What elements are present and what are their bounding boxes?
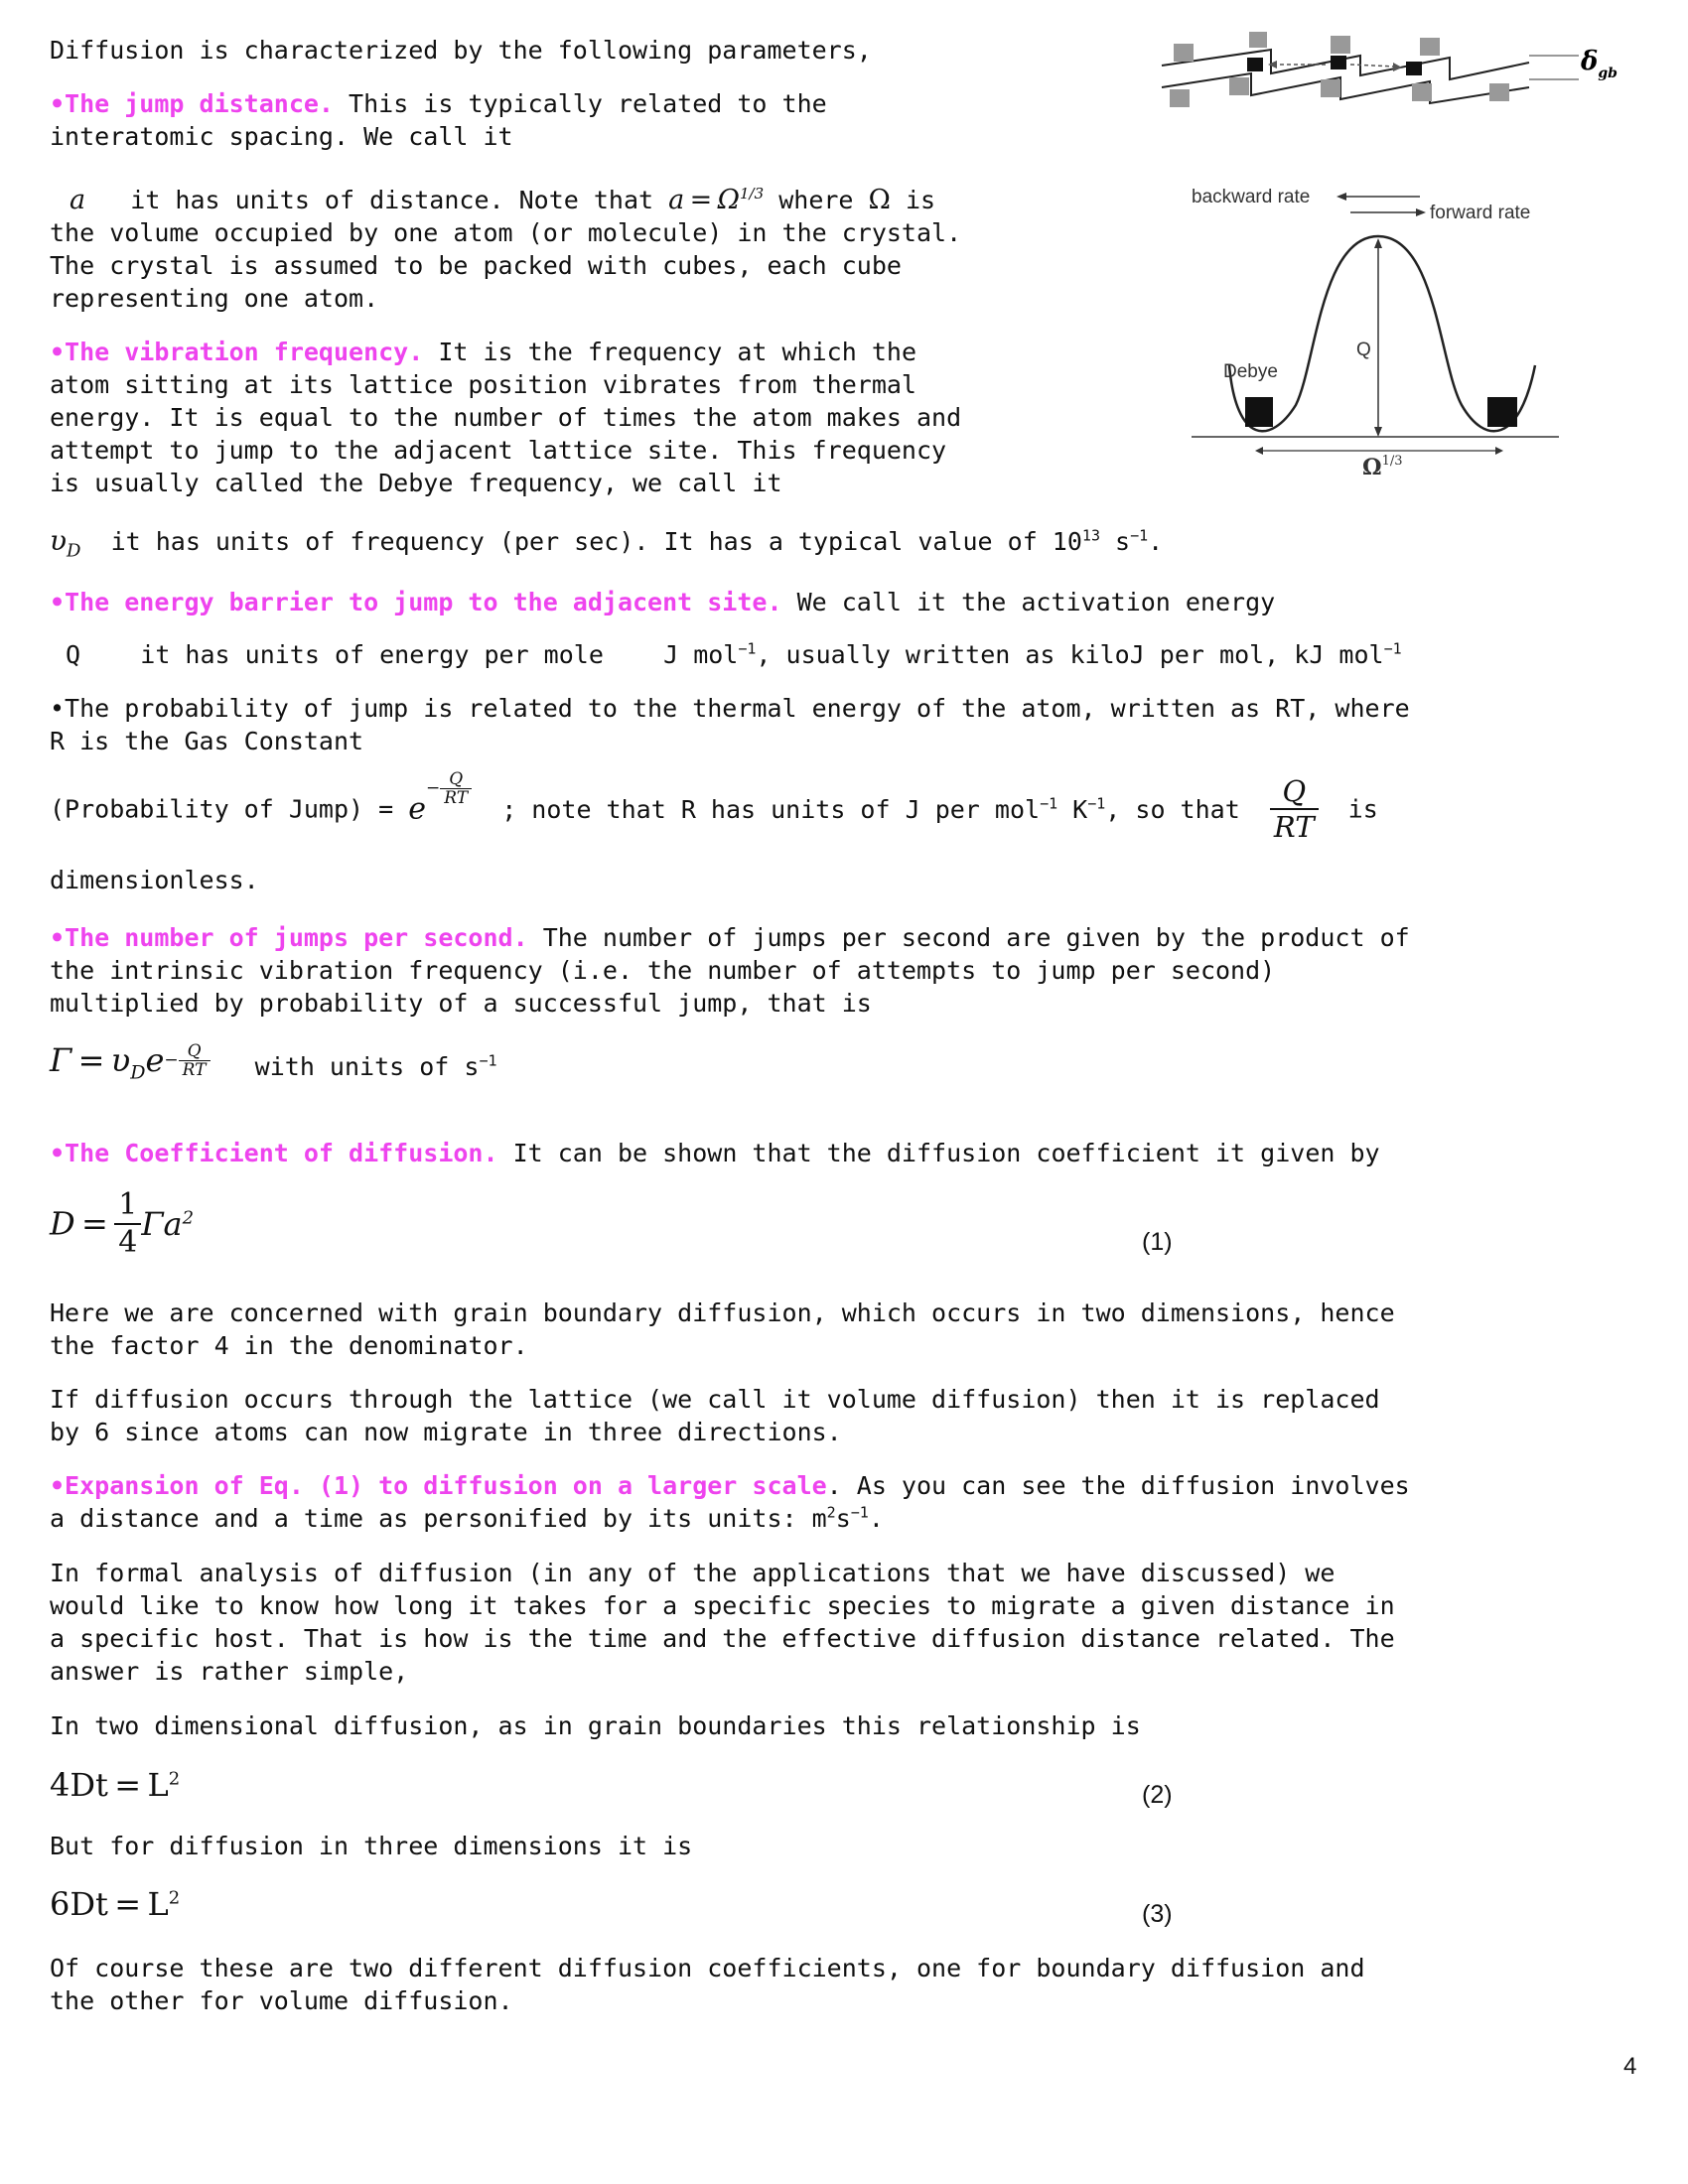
j-mol-exp: −1: [738, 639, 757, 658]
jump-distance-line2: interatomic spacing. We call it: [50, 122, 513, 151]
jump-line3: The crystal is assumed to be packed with cubes, each cube: [50, 251, 902, 280]
two-dim-line: In two dimensional diffusion, as in grain boundaries this relationship is: [50, 1711, 1141, 1740]
gamma-exp-fraction: − $\frac{Q}{RT}$: [164, 1042, 210, 1079]
exp-fraction: − $\frac{Q}{RT}$: [426, 770, 472, 807]
vibration-section: [50, 336, 916, 368]
barrier-usually-text: , usually written as kiloJ per mol, kJ mol: [756, 640, 1384, 669]
grey-atom: [1321, 79, 1340, 97]
forward-rate-label: forward rate: [1430, 203, 1531, 223]
equation-1: [50, 1187, 194, 1261]
q-over-rt-fraction: $\frac{Q}{RT}$: [1270, 774, 1319, 844]
probability-line3: dimensionless.: [50, 866, 259, 894]
dashed-arrow-right: [1350, 65, 1396, 67]
vibration-line3: energy. It is equal to the number of times the atom makes and: [50, 403, 962, 432]
closing-line1: Of course these are two different diffusion coefficients, one for boundary diffusion and: [50, 1954, 1365, 1982]
gamma-eq: $\Gamma = \upsilon_De$: [50, 1041, 165, 1084]
jumps-line3: multiplied by probability of a successful jump, that is: [50, 989, 872, 1018]
probability-equation: [50, 769, 1378, 844]
coefficient-p2-l1: If diffusion occurs through the lattice (we call it volume diffusion) then it is replaced: [50, 1385, 1380, 1414]
barrier-units-text: it has units of energy per mole: [140, 640, 604, 669]
eq3-label: (3): [1142, 1900, 1173, 1928]
vibration-text: It is the frequency at which the: [423, 338, 916, 366]
expansion-p1-l4: answer is rather simple,: [50, 1657, 409, 1686]
coefficient-heading: •The Coefficient of diffusion.: [50, 1139, 498, 1167]
eq1-rhs: $\Gamma a^2$: [141, 1204, 195, 1243]
jump-distance-section: [50, 87, 827, 120]
grey-atom: [1412, 83, 1432, 101]
units-s-exp: −1: [1130, 526, 1149, 545]
three-dim-line: But for diffusion in three dimensions it is: [50, 1832, 693, 1860]
arrowhead: [1374, 427, 1382, 437]
delta-gb-label: $\delta_{gb}$: [1581, 47, 1618, 81]
equation-3: $6Dt = L^2$: [50, 1885, 181, 1923]
coefficient-p1-l2: the factor 4 in the denominator.: [50, 1331, 528, 1360]
coefficient-p1-l1: Here we are concerned with grain boundary diffusion, which occurs in two dimensions, hence: [50, 1298, 1395, 1327]
eq1-label: (1): [1142, 1228, 1173, 1256]
exp-e: e: [408, 791, 426, 827]
symbol-a: a: [70, 185, 86, 215]
expansion-p1-l1: In formal analysis of diffusion (in any of the applications that we have discussed) we: [50, 1559, 1336, 1587]
expansion-text: . As you can see the diffusion involves: [826, 1471, 1410, 1500]
omega-label: $\Omega^{1/3}$: [1362, 454, 1403, 475]
grey-atom: [1249, 32, 1267, 48]
eq2-label: (2): [1142, 1781, 1173, 1809]
arrowhead: [1393, 63, 1402, 71]
jumps-line2: the intrinsic vibration frequency (i.e. the number of attempts to jump per second): [50, 956, 1276, 985]
is-text: is: [906, 186, 936, 214]
jump-line4: representing one atom.: [50, 284, 379, 313]
barrier-text: We call it the activation energy: [781, 588, 1276, 616]
probability-lhs: (Probability of Jump) =: [50, 794, 409, 824]
upsilon-d-symbol: $\upsilon_D$: [50, 524, 81, 562]
expansion-p1-l3: a specific host. That is how is the time and the effective diffusion distance related. The: [50, 1624, 1395, 1653]
symbol-q: Q: [66, 640, 81, 669]
intro-line: Diffusion is characterized by the following parameters,: [50, 36, 872, 65]
vibration-line2: atom sitting at its lattice position vibrates from thermal: [50, 370, 916, 399]
black-atom: [1406, 62, 1422, 75]
vibration-line5: is usually called the Debye frequency, we call it: [50, 469, 782, 497]
black-atom: [1247, 58, 1263, 71]
grey-atom: [1420, 38, 1440, 56]
closing-line2: the other for volume diffusion.: [50, 1986, 513, 2015]
black-atom: [1331, 56, 1346, 69]
barrier-section: [50, 586, 1275, 618]
atom-right-well: [1487, 397, 1517, 427]
expansion-line2: a distance and a time as personified by its units: $m^2s^{-1}$.: [50, 1503, 884, 1533]
units-exp: 13: [1081, 526, 1100, 545]
vibration-heading: •The vibration frequency.: [50, 338, 424, 366]
arrowhead: [1255, 447, 1263, 455]
page-number: 4: [1623, 2053, 1637, 2080]
vibration-units-line: [50, 524, 1163, 568]
backward-rate-label: backward rate: [1192, 187, 1311, 207]
arrowhead: [1495, 447, 1503, 455]
boundary-lower-line: [1162, 73, 1529, 103]
gamma-equation: [50, 1041, 497, 1089]
barrier-heading: •The energy barrier to jump to the adjacent site.: [50, 588, 782, 616]
arrowhead: [1268, 61, 1277, 68]
expansion-section: [50, 1469, 1410, 1502]
vibration-units-text: it has units of frequency (per sec). It has a typical value of 10: [110, 527, 1082, 556]
gamma-units: with units of $s^{-1}$: [254, 1051, 497, 1082]
probability-note: ; note that R has units of J per mol$^{-1}$ $K^{-1}$, so that: [501, 794, 1240, 824]
atom-left-well: [1245, 397, 1273, 427]
grey-atom: [1174, 44, 1194, 62]
grain-boundary-figure: [1152, 28, 1628, 475]
arrowhead: [1374, 238, 1382, 248]
debye-label: Debye: [1223, 361, 1278, 382]
jump-units-text: it has units of distance. Note that: [130, 186, 654, 214]
expansion-p1-l2: would like to know how long it takes for a specific species to migrate a given distance in: [50, 1591, 1395, 1620]
jump-units-line: [50, 184, 935, 216]
omega-symbol: Ω: [868, 185, 891, 215]
coefficient-text: It can be shown that the diffusion coefficient it given by: [497, 1139, 1380, 1167]
vibration-line4: attempt to jump to the adjacent lattice site. This frequency: [50, 436, 947, 465]
grey-atom: [1229, 77, 1249, 95]
barrier-units-line: [50, 638, 1402, 671]
eq-a-omega: $a = \Omega^{1/3}$: [668, 185, 765, 215]
grey-atom: [1489, 83, 1509, 101]
coefficient-section: [50, 1137, 1380, 1169]
j-mol: J mol: [663, 640, 739, 669]
eq1-lhs: D =: [50, 1204, 115, 1243]
kj-mol-exp: −1: [1383, 639, 1402, 658]
eq1-fraction: $\frac{1}{4}$: [114, 1187, 141, 1261]
arrowhead: [1416, 208, 1426, 216]
grey-atom: [1170, 89, 1190, 107]
coefficient-p2-l2: by 6 since atoms can now migrate in three directions.: [50, 1418, 842, 1446]
jumps-heading: •The number of jumps per second.: [50, 923, 528, 952]
arrowhead: [1336, 193, 1346, 201]
jump-distance-heading: •The jump distance.: [50, 89, 334, 118]
jump-distance-text: This is typically related to the: [333, 89, 827, 118]
jumps-section: [50, 921, 1410, 954]
equation-2: $4Dt = L^2$: [50, 1766, 181, 1804]
probability-line2: R is the Gas Constant: [50, 727, 364, 755]
q-label: Q: [1356, 340, 1371, 360]
where-text: where: [778, 186, 854, 214]
is-text-2: is: [1347, 794, 1378, 824]
expansion-heading: •Expansion of Eq. (1) to diffusion on a larger scale: [50, 1471, 827, 1500]
jumps-text: The number of jumps per second are given by the product of: [527, 923, 1410, 952]
probability-line1: •The probability of jump is related to the thermal energy of the atom, written as RT, where: [50, 694, 1410, 723]
units-period: .: [1148, 527, 1164, 556]
grey-atom: [1331, 36, 1350, 54]
units-s: s: [1099, 527, 1131, 556]
jump-line2: the volume occupied by one atom (or molecule) in the crystal.: [50, 218, 962, 247]
